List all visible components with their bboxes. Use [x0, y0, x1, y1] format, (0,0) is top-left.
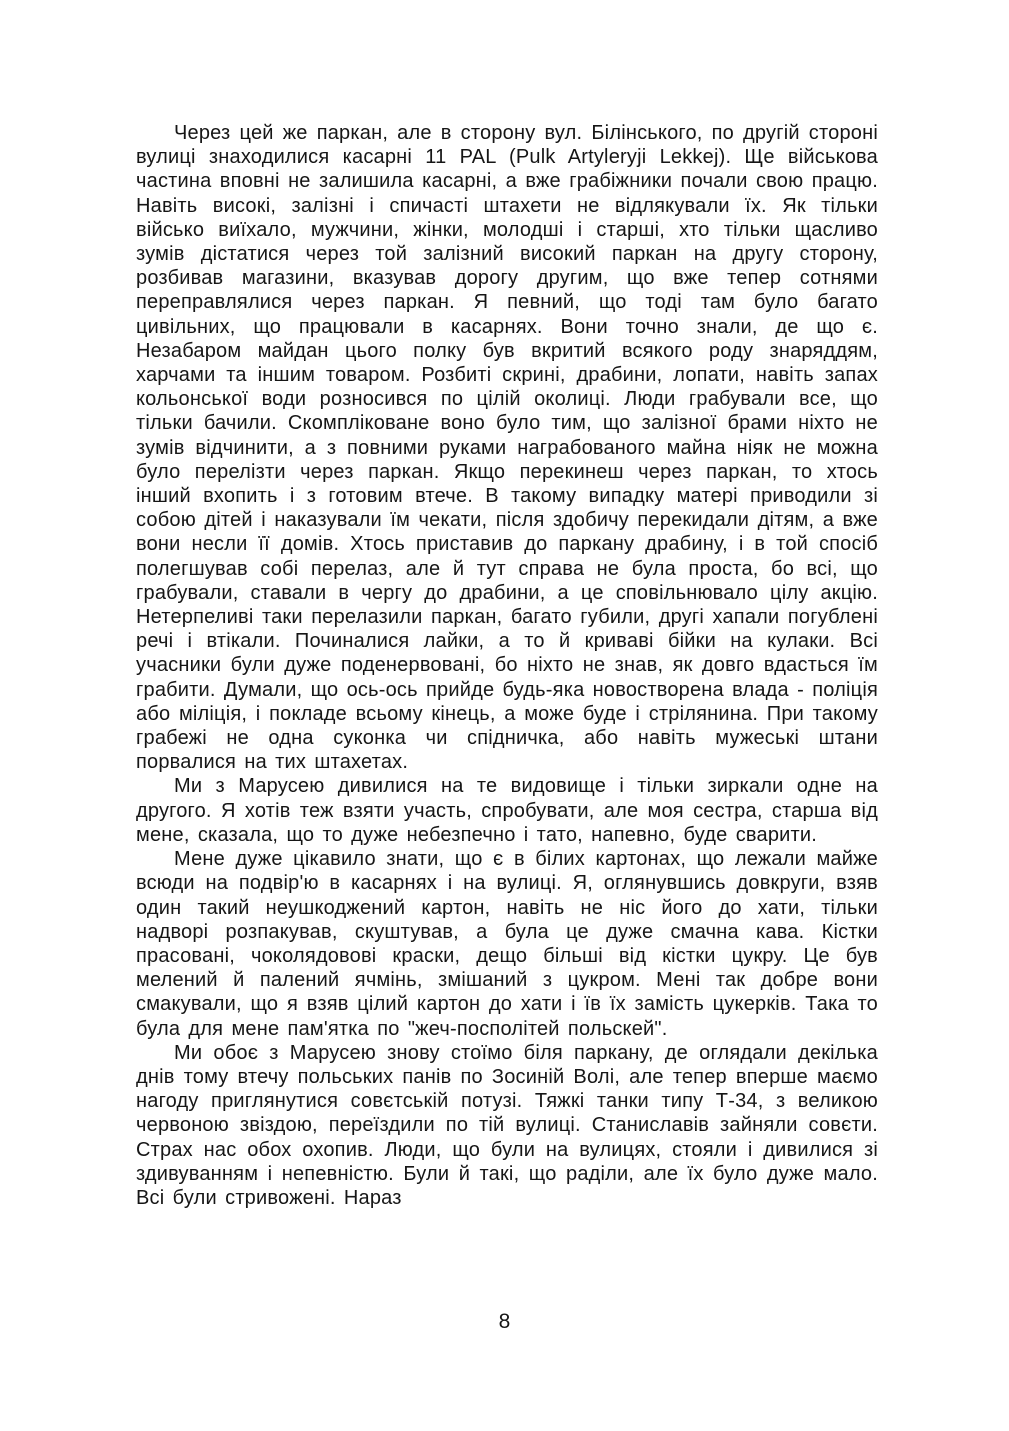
paragraph-4: Ми обоє з Марусею знову стоїмо біля паркану, де оглядали декілька днів тому втечу польських панів по Зосиній Волі, але тепер вперше маємо нагоду приглянутися совєтській потузі. Тяжкі танки типу Т-34, з великою червоною звіздою, переїздили по тій вулиці. Станиславів зайняли совєти. Страх нас обох охопив. Люди, що були на вулицях, стояли і дивилися зі здивуванням і непевністю. Були й такі, що раділи, але їх було дуже мало. Всі були стривожені. Нараз: [136, 1041, 878, 1209]
page-number: 8: [498, 1310, 511, 1333]
paragraph-3: Мене дуже цікавило знати, що є в білих картонах, що лежали майже всюди на подвір'ю в касарнях і на вулиці. Я, оглянувшись довкруги, взяв один такий неушкоджений картон, навіть не ніс його до хати, тільки надворі розпакував, скуштував, а була це дуже смачна кава. Кістки прасовані, чоколядовові краски, дещо більші від кістки цукру. Це був мелений й палений ячмінь, змішаний з цукром. Мені так добре вони смакували, що я взяв цілий картон до хати і їв їх замість цукерків. Така то була для мене пам'ятка по "жеч-посполітей польскей".: [136, 848, 878, 1040]
paragraph-1: Через цей же паркан, але в сторону вул. Білінського, по другій стороні вулиці знаходилися касарні 11 PAL (Pulk Artyleryji Lekkej). Ще військова частина вповні не залишила касарні, а вже грабіжники почали свою працю. Навіть високі, залізні і спичасті штахети не відлякували їх. Як тільки військо виїхало, мужчини, жінки, молодші і старші, хто тільки щасливо зумів дістатися через той залізний високий паркан на другу сторону, розбивав магазини, вказував дорогу другим, що вже тепер сотнями переправлялися через паркан. Я певний, що тоді там було багато цивільних, що працювали в касарнях. Вони точно знали, де що є. Незабаром майдан цього полку був вкритий всякого роду знаряддям, харчами та іншим товаром. Розбиті скрині, драбини, лопати, навіть запах кольонської води розносився по цілій околиці. Люди грабували все, що тільки бачили. Скомпліковане воно було тим, що залізної брами ніхто не зумів відчинити, а з повними руками награбованого майна ніяк не можна було перелізти через паркан. Якщо перекинеш через паркан, то хтось інший вхопить і з готовим втече. В такому випадку матері приводили зі собою дітей і наказували їм чекати, після здобичу перекидали дітям, а вже вони несли її домів. Хтось приставив до паркану драбину, і в той спосіб полегшував собі перелаз, але й тут справа не була проста, бо всі, що грабували, ставали в чергу до драбини, а це сповільнювало цілу акцію. Нетерпеливі таки перелазили паркан, багато губили, другі хапали погублені речі і втікали. Починалися лайки, а то й криваві бійки на кулаки. Всі учасники були дуже поденервовані, бо ніхто не знав, як довго вдасться їм грабити. Думали, що ось-ось прийде будь-яка новостворена влада - поліція або міліція, і покладе всьому кінець, а може буде і стрілянина. При такому грабежі не одна суконка чи спідничка, або навіть мужеські штани порвалися на тих штахетах.: [136, 122, 878, 774]
paragraph-2: Ми з Марусею дивилися на те видовище і тільки зиркали одне на другого. Я хотів теж взяти участь, спробувати, але моя сестра, старша від мене, сказала, що то дуже небезпечно і тато, напевно, буде сварити.: [136, 775, 878, 846]
page-text-block: [136, 121, 878, 1210]
